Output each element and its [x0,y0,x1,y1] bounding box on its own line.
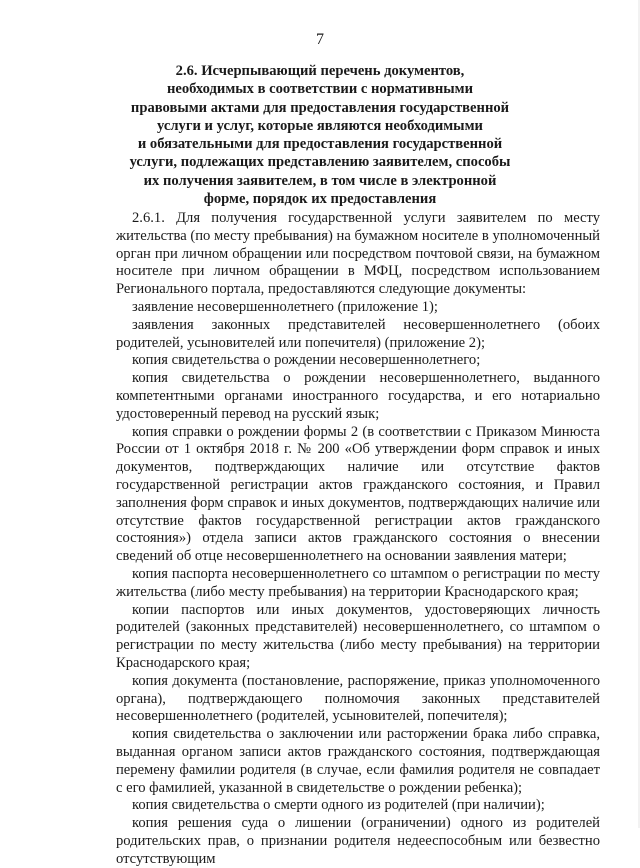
body-text [116,210,600,868]
section-heading-line: их получения заявителем, в том числе в электронной [143,172,497,189]
page-number: 7 [316,31,324,48]
list-item-document: копия свидетельства о рождении несовершеннолетнего, выданного компетентными органами иностранного государства, и его нотариально удостоверенный перевод на русский язык; [116,370,600,422]
list-item-document: копия документа (постановление, распоряжение, приказ уполномоченного органа), подтверждающего полномочия законных представителей несовершеннолетнего (родителей, усыновителей, попечителя); [116,672,600,725]
section-heading [110,62,530,208]
section-heading-line: услуги и услуг, которые являются необходимыми [157,117,483,134]
list-item-document: копия свидетельства о смерти одного из родителей (при наличии); [132,797,545,814]
list-item-document: копия паспорта несовершеннолетнего со штампом о регистрации по месту жительства (либо месту пребывания) на территории Краснодарского края; [116,565,600,600]
section-heading-line: услуги, подлежащих представлению заявителем, способы [129,154,511,171]
list-item-document: копии паспортов или иных документов, удостоверяющих личность родителей (законных представителей) несовершеннолетнего, со штампом о регистрации по месту жительства (либо месту пребывания) на территории Краснодарского края; [116,601,600,671]
list-item-document: заявления законных представителей несовершеннолетнего (обоих родителей, усыновителей или попечителя) (приложение 2); [116,316,600,351]
section-heading-line: форме, порядок их предоставления [203,191,437,208]
section-heading-line: и обязательными для предоставления государственной [137,136,503,153]
section-heading-line: правовыми актами для предоставления государственной [130,99,510,116]
list-item-document: копия свидетельства о заключении или расторжении брака либо справка, выданная органом записи актов гражданского состояния, подтверждающая перемену фамилии родителя (в случае, если фамилия родителя не совпадает с его фамилией, указанной в свидетельстве о рождении ребенка); [116,726,600,796]
paragraph-intro: 2.6.1. Для получения государственной услуги заявителем по месту жительства (по месту пребывания) на бумажном носителе в уполномоченный орган при личном обращении или посредством почтовой связи, на бумажном носителе при личном обращении в МФЦ, посредством использованием Регионального портала, предоставляются следующие документы: [116,210,600,298]
list-item-document: копия решения суда о лишении (ограничении) одного из родителей родительских прав, о признании родителя недееспособным или безвестно отсутствующим [116,815,600,867]
list-item-document: заявление несовершеннолетнего (приложение 1); [132,298,438,315]
list-item-document: копия свидетельства о рождении несовершеннолетнего; [132,352,481,369]
section-heading-line: необходимых в соответствии с нормативными [167,81,473,98]
list-item-document: копия справки о рождении формы 2 (в соответствии с Приказом Минюста России от 1 октября 2018 г. № 200 «Об утверждении форм справок и иных документов, подтверждающих наличие или отсутствие фактов государственной регистрации актов гражданского состояния, и Правил заполнения форм справок и иных документов, подтверждающих наличие или отсутствие фактов государственной регистрации актов гражданского состояния») отдела записи актов гражданского состояния о внесении сведений об отце несовершеннолетнего на основании заявления матери; [116,423,600,565]
section-heading-line: 2.6. Исчерпывающий перечень документов, [175,63,465,79]
